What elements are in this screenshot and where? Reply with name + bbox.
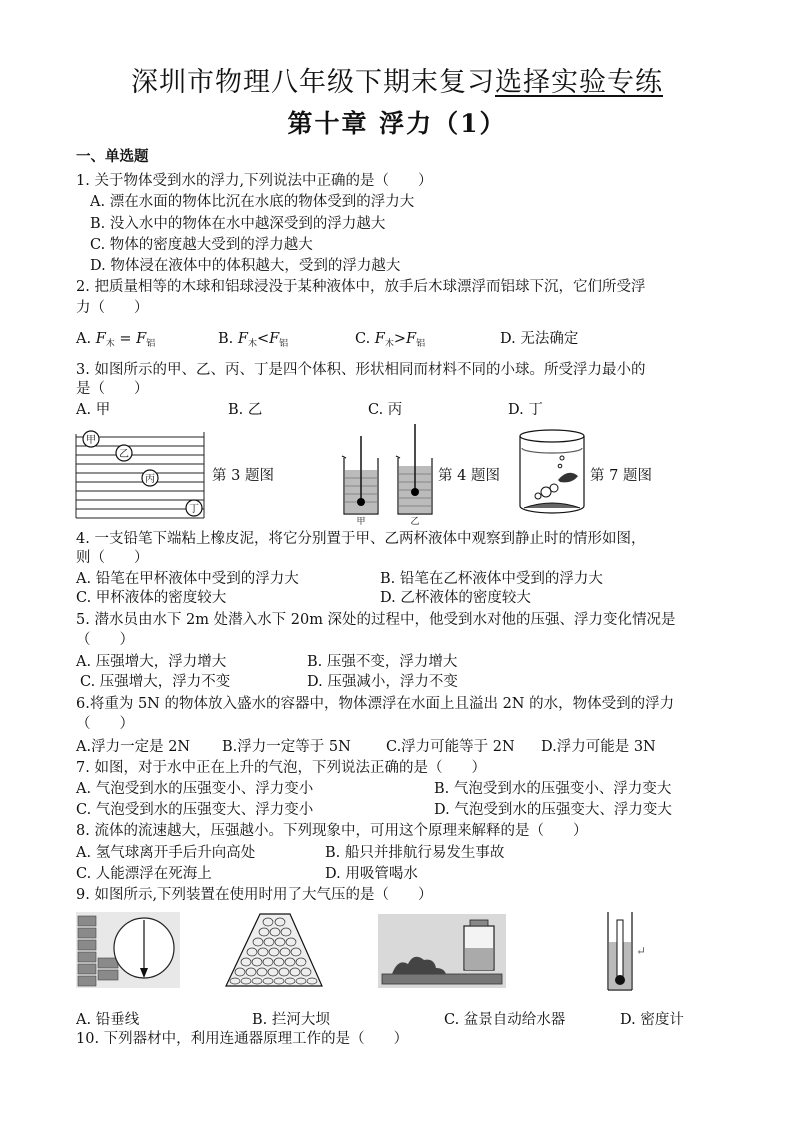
q4-option-c: C. 甲杯液体的密度较大 [76,590,227,606]
page-title [0,60,794,99]
figure-q7-fish-tank [516,428,588,516]
q1-option-b: B. 没入水中的物体在水中越深受到的浮力越大 [90,216,386,232]
q6-stem-line1: 6.将重为 5N 的物体放入盛水的容器中，物体漂浮在水面上且溢出 2N 的水，物体受到的浮力 [76,696,675,712]
ball-jia-label: 甲 [86,435,96,446]
q2-option-b: B. $F_木<F_铝$ [218,331,289,349]
q5-stem-line1: 5. 潜水员由水下 2m 处潜入水下 20m 深处的过程中，他受到水对他的压强、浮力变化情况是 [76,612,676,628]
q7-option-c: C. 气泡受到水的压强变大、浮力变小 [76,802,314,818]
q8-option-d: D. 用吸管喝水 [325,866,418,882]
q6-option-b: B.浮力一定等于 5N [222,739,351,755]
figure-q4-caption: 第 4 题图 [438,468,500,484]
figure-q9-dam [224,912,324,988]
figure-q9-hydrometer [604,910,638,992]
section-heading: 一、单选题 [76,149,149,165]
q3-option-d: D. 丁 [508,402,543,418]
q3-stem-line1: 3. 如图所示的甲、乙、丙、丁是四个体积、形状相同而材料不同的小球。所受浮力最小的 [76,362,646,378]
q4-option-b: B. 铅笔在乙杯液体中受到的浮力大 [380,571,603,587]
figure-q4-pencil-beakers [336,422,438,526]
chapter-title: 第十章 浮力（1） [287,109,507,138]
q1-stem: 1. 关于物体受到水的浮力,下列说法中正确的是（ ） [76,173,433,189]
q4-stem-line1: 4. 一支铅笔下端粘上橡皮泥，将它分别置于甲、乙两杯液体中观察到静止时的情形如图， [76,531,646,547]
q6-option-d: D.浮力可能是 3N [541,739,656,755]
q5-option-b: B. 压强不变，浮力增大 [307,654,458,670]
q6-option-c: C.浮力可能等于 2N [386,739,515,755]
q9-option-b: B. 拦河大坝 [252,1012,330,1028]
q5-option-d: D. 压强减小，浮力不变 [307,674,458,690]
page-title-main: 深圳市物理八年级下期末复习 [131,67,495,98]
q8-stem: 8. 流体的流速越大，压强越小。下列现象中，可用这个原理来解释的是（ ） [76,823,588,839]
q4-option-d: D. 乙杯液体的密度较大 [380,590,531,606]
ball-ding-label: 丁 [189,504,199,515]
q5-stem-line2: （ ） [76,632,134,648]
q4-option-a: A. 铅笔在甲杯液体中受到的浮力大 [76,571,299,587]
q8-option-b: B. 船只并排航行易发生事故 [325,845,505,861]
q7-option-d: D. 气泡受到水的压强变大、浮力变大 [434,802,672,818]
q1-option-d: D. 物体浸在液体中的体积越大，受到的浮力越大 [90,258,401,274]
figure-q7-caption: 第 7 题图 [590,468,652,484]
ball-bing-label: 丙 [145,474,155,485]
q9-option-d: D. 密度计 [620,1012,684,1028]
q2-option-a: A. $F_木 = F_铝$ [76,331,156,349]
q8-option-c: C. 人能漂浮在死海上 [76,866,212,882]
q7-stem: 7. 如图，对于水中正在上升的气泡，下列说法正确的是（ ） [76,760,486,776]
q9-option-a: A. 铅垂线 [76,1012,140,1028]
beaker-jia-label: 甲 [356,517,366,526]
q1-option-a: A. 漂在水面的物体比沉在水底的物体受到的浮力大 [90,194,415,210]
q7-option-a: A. 气泡受到水的压强变小、浮力变小 [76,781,314,797]
beaker-yi-label: 乙 [410,517,420,526]
q3-option-c: C. 丙 [368,402,403,418]
paragraph-mark-icon: ↵ [636,944,647,958]
q5-option-a: A. 压强增大，浮力增大 [76,654,227,670]
q5-option-c: C. 压强增大，浮力不变 [80,674,231,690]
q4-stem-line2: 则（ ） [76,550,149,566]
figure-q9-plumb-line [76,912,180,988]
q10-stem: 10. 下列器材中，利用连通器原理工作的是（ ） [76,1031,409,1047]
q2-option-d: D. 无法确定 [500,331,579,347]
q2-option-c: C. $F_木>F_铝$ [355,331,426,349]
q3-stem-line2: 是（ ） [76,381,149,397]
q6-stem-line2: （ ） [76,716,134,732]
q6-option-a: A.浮力一定是 2N [76,739,191,755]
page-title-underlined: 选择实验专练 [495,67,663,98]
q1-option-c: C. 物体的密度越大受到的浮力越大 [90,237,313,253]
q3-option-a: A. 甲 [76,402,111,418]
q3-option-b: B. 乙 [228,402,263,418]
figure-q3-caption: 第 3 题图 [212,468,274,484]
q2-stem-line1: 2. 把质量相等的木球和铝球浸没于某种液体中，放手后木球漂浮而铝球下沉，它们所受浮 [76,279,646,295]
q8-option-a: A. 氢气球离开手后升向高处 [76,845,256,861]
ball-yi-label: 乙 [119,449,129,460]
q9-stem: 9. 如图所示,下列装置在使用时用了大气压的是（ ） [76,887,433,903]
figure-q9-bonsai-waterer [378,914,506,988]
q9-option-c: C. 盆景自动给水器 [444,1012,566,1028]
q2-stem-line2: 力（ ） [76,300,149,316]
q7-option-b: B. 气泡受到水的压强变小、浮力变大 [434,781,672,797]
figure-q3-balls-in-liquid [74,428,208,520]
